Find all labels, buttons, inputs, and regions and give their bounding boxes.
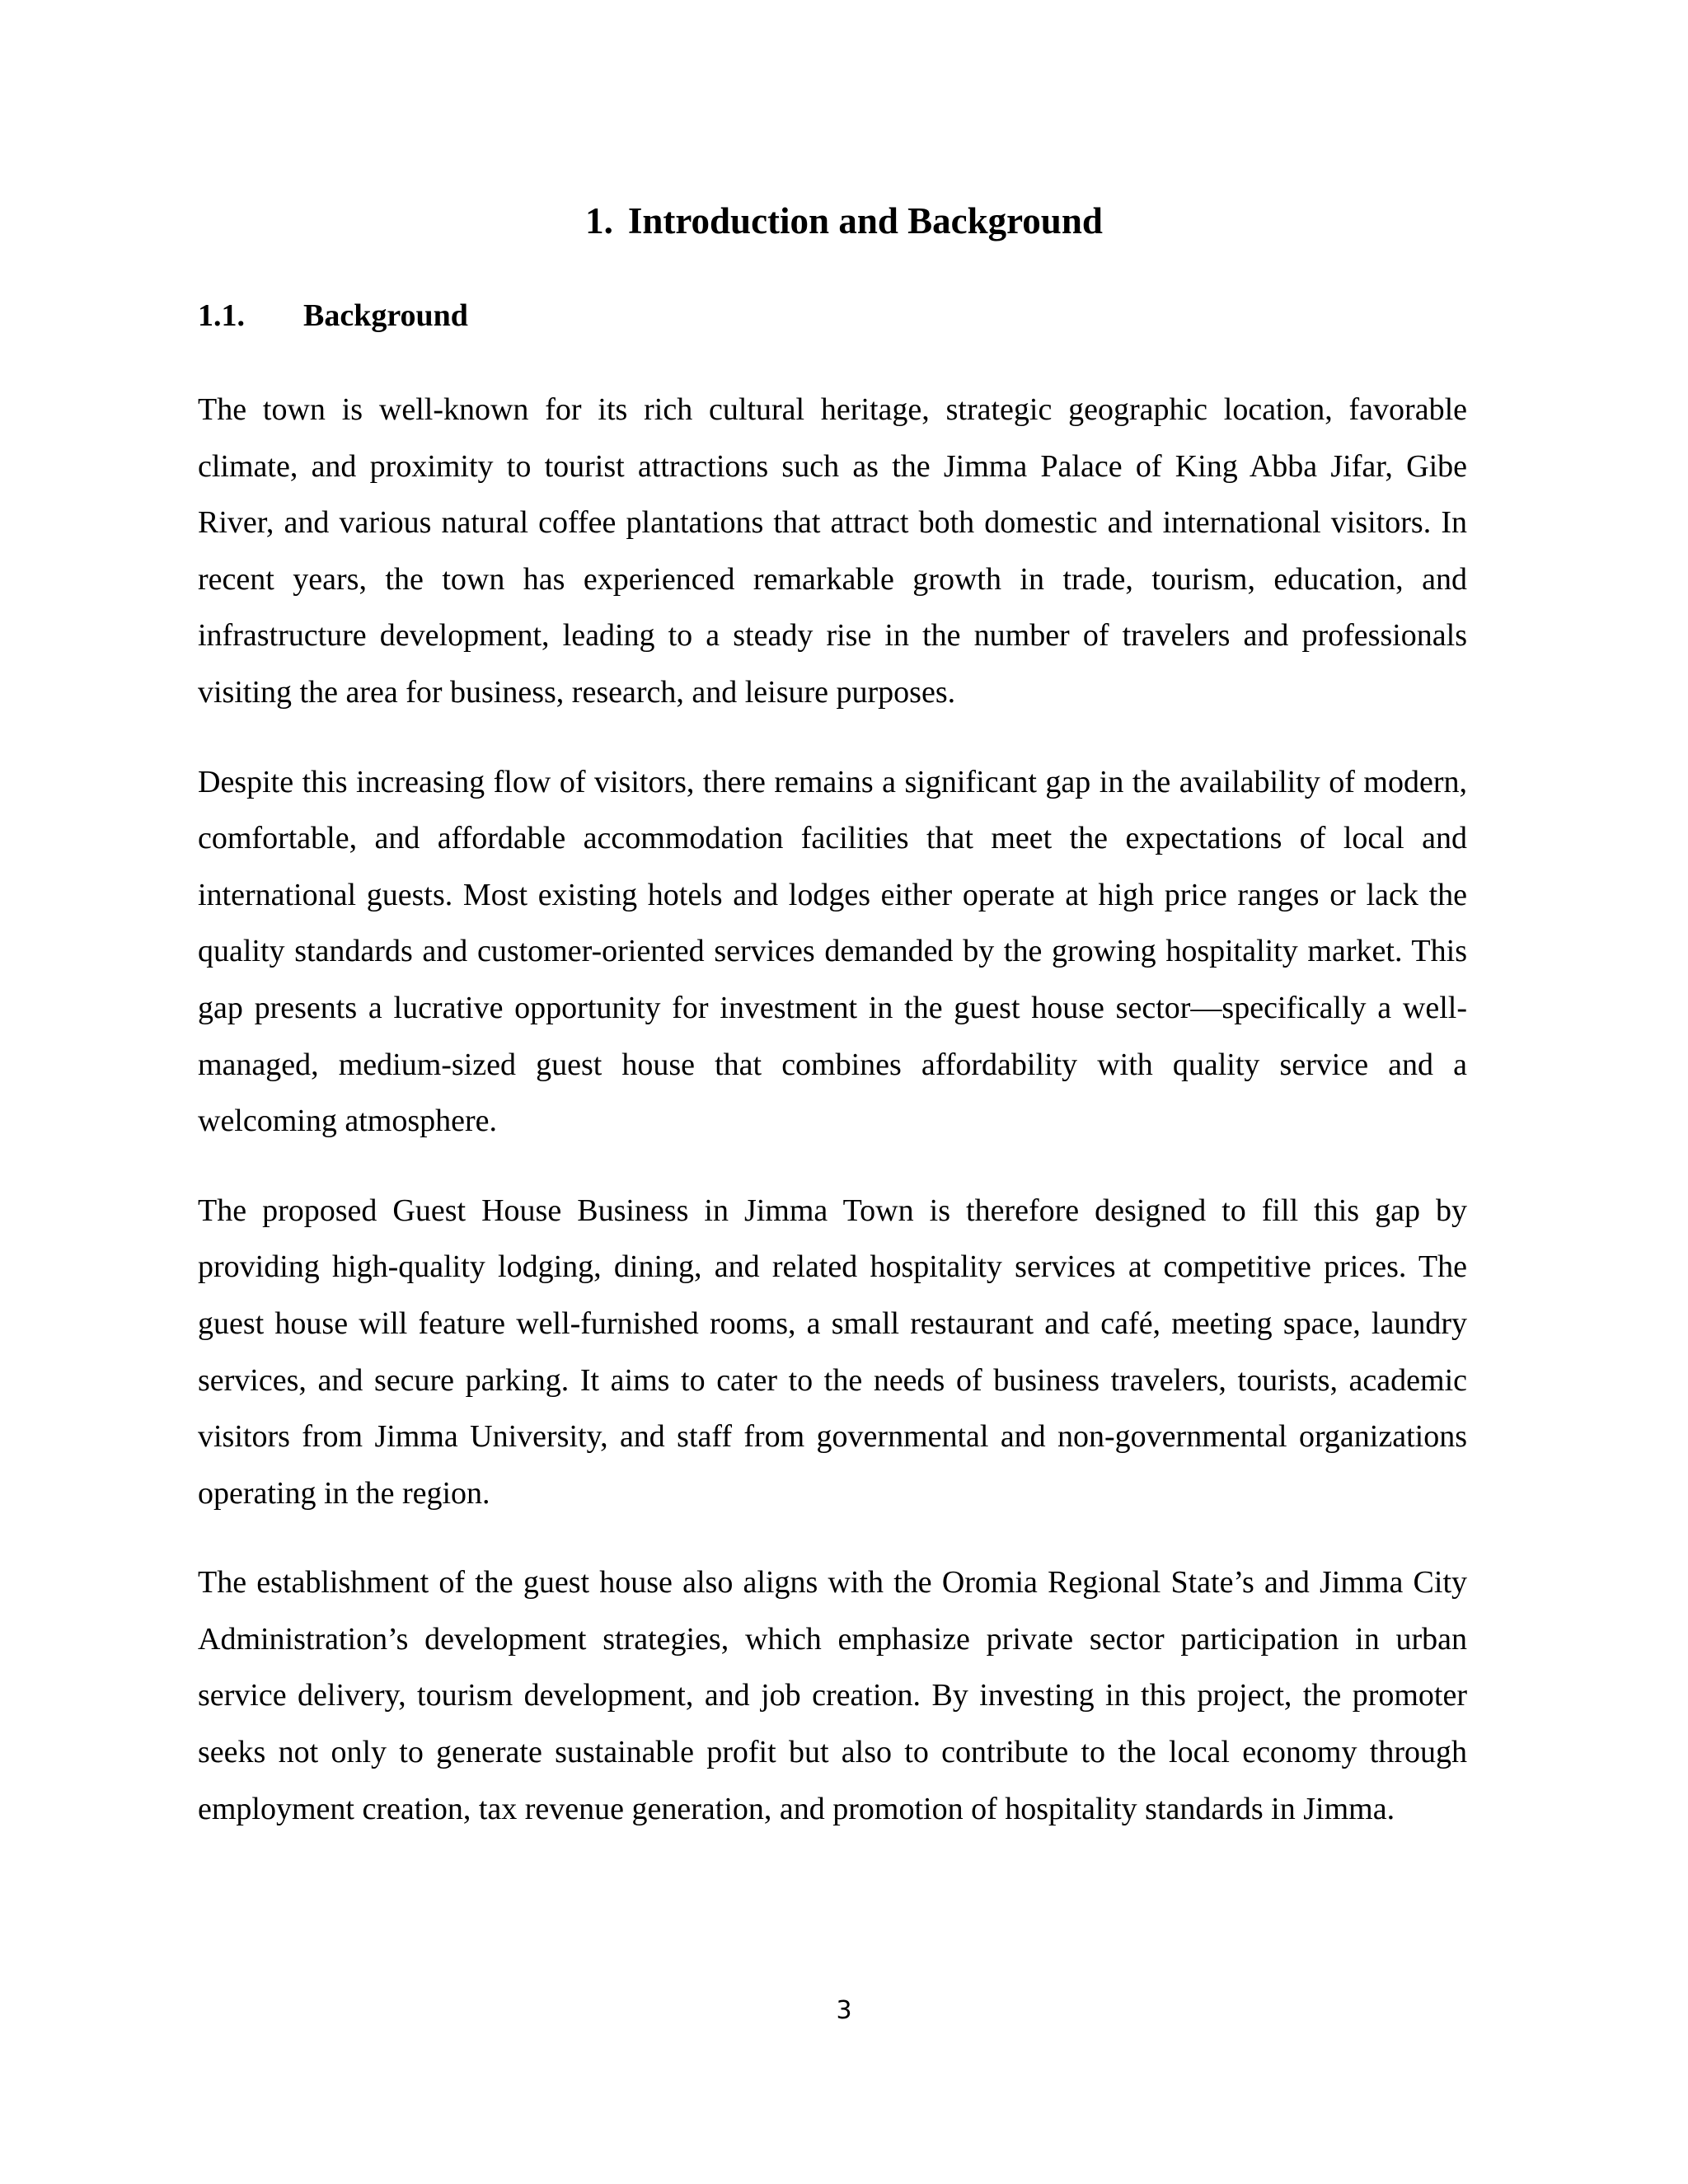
section-title-text: Background — [303, 298, 468, 333]
body-text — [198, 382, 1467, 1870]
chapter-title — [0, 196, 1688, 246]
paragraph-2: Despite this increasing flow of visitors, there remains a significant gap in the availability of modern, comfortable, and affordable accommodation facilities that meet the expectations of local and international guests. Most existing hotels and lodges either operate at high price ranges or lack the quality standards and customer-oriented services demanded by the growing hospitality market. This gap presents a lucrative opportunity for investment in the guest house sector—specifically a well-managed, medium-sized guest house that combines affordability with quality service and a welcoming atmosphere. — [198, 764, 1467, 1139]
section-number: 1.1. — [198, 298, 245, 333]
section-heading — [198, 295, 468, 336]
chapter-title-text: Introduction and Background — [627, 200, 1103, 241]
chapter-number: 1. — [585, 200, 613, 241]
page-number: 3 — [836, 1996, 852, 2025]
paragraph-1: The town is well-known for its rich cultural heritage, strategic geographic location, favorable climate, and proximity to tourist attractions such as the Jimma Palace of King Abba Jifar, Gibe River, and various natural coffee plantations that attract both domestic and international visitors. In recent years, the town has experienced remarkable growth in trade, tourism, education, and infrastructure development, leading to a steady rise in the number of travelers and professionals visiting the area for business, research, and leisure purposes. — [198, 392, 1467, 710]
paragraph-4: The establishment of the guest house also aligns with the Oromia Regional State’s and Jimma City Administration’s development strategies, which emphasize private sector participation in urban service delivery, tourism development, and job creation. By investing in this project, the promoter seeks not only to generate sustainable profit but also to contribute to the local economy through employment creation, tax revenue generation, and promotion of hospitality standards in Jimma. — [198, 1565, 1467, 1826]
paragraph-3: The proposed Guest House Business in Jimma Town is therefore designed to fill this gap by providing high-quality lodging, dining, and related hospitality services at competitive prices. The guest house will feature well-furnished rooms, a small restaurant and café, meeting space, laundry services, and secure parking. It aims to cater to the needs of business travelers, tourists, academic visitors from Jimma University, and staff from governmental and non-governmental organizations operating in the region. — [198, 1193, 1467, 1511]
